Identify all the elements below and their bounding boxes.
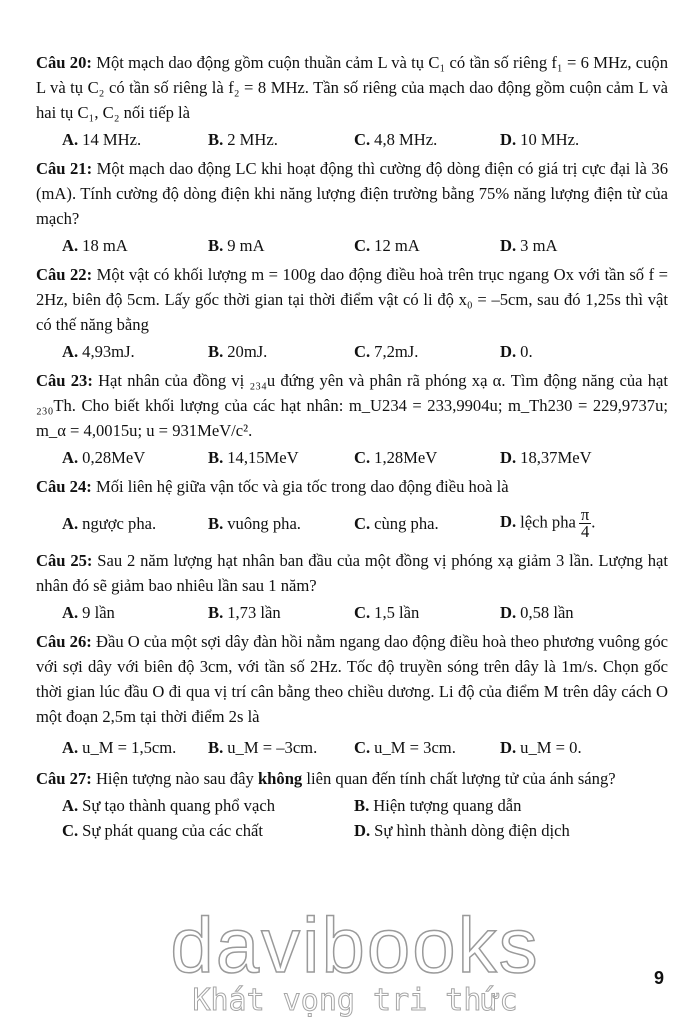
option-c[interactable]: C. 12 mA bbox=[354, 236, 420, 255]
option-d[interactable]: D. u_M = 0. bbox=[500, 738, 582, 757]
watermark-slogan: Khát vọng tri thức bbox=[192, 983, 518, 1018]
option-d[interactable]: D. 3 mA bbox=[500, 236, 558, 255]
options bbox=[36, 445, 668, 470]
question-label: Câu 23: bbox=[36, 371, 93, 390]
option-a[interactable]: A. 18 mA bbox=[62, 236, 128, 255]
option-a[interactable]: A. 4,93mJ. bbox=[62, 342, 135, 361]
option-c[interactable]: C. 7,2mJ. bbox=[354, 342, 419, 361]
watermark-brand: davibooks bbox=[170, 901, 540, 989]
question-23 bbox=[36, 368, 668, 470]
question-stem: Câu 27: Hiện tượng nào sau đây không liên quan đến tính chất lượng tử của ánh sáng? bbox=[36, 769, 616, 788]
options bbox=[36, 793, 668, 843]
option-b[interactable]: B. 9 mA bbox=[208, 236, 265, 255]
question-24 bbox=[36, 474, 668, 540]
question-stem: Câu 20: Một mạch dao động gồm cuộn thuần cảm L và tụ C₁ có tần số riêng f₁ = 6 MHz, cuộn L và tụ C₂ có tần số riêng là f₂ = 8 MHz. Tần số riêng của mạch dao động gồm cuộn cảm L và hai tụ C₁, C₂ nối tiếp là bbox=[36, 53, 669, 122]
option-b[interactable]: B. 20mJ. bbox=[208, 342, 268, 361]
option-d[interactable]: D. Sự hình thành dòng điện dịch bbox=[354, 821, 570, 840]
option-a[interactable]: A. Sự tạo thành quang phổ vạch bbox=[62, 796, 276, 815]
options bbox=[36, 127, 668, 152]
option-a[interactable]: A. u_M = 1,5cm. bbox=[62, 738, 177, 757]
question-label: Câu 21: bbox=[36, 159, 93, 178]
option-b[interactable]: B. u_M = –3cm. bbox=[208, 738, 318, 757]
options bbox=[36, 600, 668, 625]
question-22 bbox=[36, 262, 668, 364]
option-d[interactable]: D. 18,37MeV bbox=[500, 448, 592, 467]
option-d[interactable]: D. 0. bbox=[500, 342, 533, 361]
question-25 bbox=[36, 548, 668, 625]
option-a[interactable]: A. 9 lần bbox=[62, 603, 115, 622]
option-c[interactable]: C. cùng pha. bbox=[354, 514, 439, 533]
option-a[interactable]: A. 14 MHz. bbox=[62, 130, 142, 149]
question-label: Câu 24: bbox=[36, 477, 92, 496]
option-a[interactable]: A. ngược pha. bbox=[62, 514, 157, 533]
options bbox=[36, 507, 668, 540]
options bbox=[36, 233, 668, 258]
question-20 bbox=[36, 50, 668, 152]
question-stem: Câu 22: Một vật có khối lượng m = 100g dao động điều hoà trên trục ngang Ox với tần số f = 2Hz, biên độ 5cm. Lấy gốc thời gian tại thời điểm vật có li độ x₀ = –5cm, sau đó 1,25s thì vật có thế năng bằng bbox=[36, 265, 669, 334]
option-b[interactable]: B. 1,73 lần bbox=[208, 603, 281, 622]
davibooks-watermark bbox=[140, 901, 570, 1018]
exam-page bbox=[36, 50, 668, 847]
option-c[interactable]: C. 4,8 MHz. bbox=[354, 130, 438, 149]
options bbox=[36, 735, 668, 760]
page-number: 9 bbox=[653, 968, 664, 988]
option-b[interactable]: B. 14,15MeV bbox=[208, 448, 299, 467]
pi-over-4-fraction: $\frac{\pi}{4}$ bbox=[580, 505, 590, 541]
option-c[interactable]: C. u_M = 3cm. bbox=[354, 738, 456, 757]
option-b[interactable]: B. Hiện tượng quang dẫn bbox=[354, 796, 522, 815]
question-21 bbox=[36, 156, 668, 258]
options bbox=[36, 339, 668, 364]
option-d[interactable]: D. lệch pha $\frac{\pi}{4}$ . bbox=[500, 505, 596, 541]
question-stem: Câu 24: Mối liên hệ giữa vận tốc và gia tốc trong dao động điều hoà là bbox=[36, 477, 509, 496]
option-d[interactable]: D. 10 MHz. bbox=[500, 130, 580, 149]
question-stem: Câu 25: Sau 2 năm lượng hạt nhân ban đầu của một đồng vị phóng xạ giảm 3 lần. Lượng hạt nhân đó sẽ giảm bao nhiêu lần sau 1 năm? bbox=[36, 551, 668, 595]
question-26 bbox=[36, 629, 668, 760]
question-label: Câu 20: bbox=[36, 53, 92, 72]
option-c[interactable]: C. Sự phát quang của các chất bbox=[62, 821, 263, 840]
option-b[interactable]: B. 2 MHz. bbox=[208, 130, 278, 149]
option-c[interactable]: C. 1,5 lần bbox=[354, 603, 420, 622]
option-d[interactable]: D. 0,58 lần bbox=[500, 603, 574, 622]
question-stem: Câu 23: Hạt nhân của đồng vị ₂₃₄u đứng yên và phân rã phóng xạ α. Tìm động năng của hạt ₂₃₀Th. Cho biết khối lượng của các hạt nhân: m_U234 = 233,9904u; m_Th230 = 229,9737u; m_α = 4,0015u; u = 931MeV/c². bbox=[36, 371, 668, 440]
question-label: Câu 27: bbox=[36, 769, 92, 788]
option-b[interactable]: B. vuông pha. bbox=[208, 514, 301, 533]
question-stem: Câu 26: Đầu O của một sợi dây đàn hồi nằm ngang dao động điều hoà theo phương vuông góc với sợi dây với biên độ 3cm, với tần số 2Hz. Tốc độ truyền sóng trên dây là 1m/s. Chọn gốc thời gian lúc đầu O đi qua vị trí cân bằng theo chiều dương. Li độ của điểm M trên dây cách O một đoạn 2,5m tại thời điểm 2s là bbox=[36, 632, 668, 726]
option-a[interactable]: A. 0,28MeV bbox=[62, 448, 146, 467]
question-label: Câu 25: bbox=[36, 551, 93, 570]
question-27 bbox=[36, 766, 668, 843]
question-label: Câu 26: bbox=[36, 632, 92, 651]
question-label: Câu 22: bbox=[36, 265, 93, 284]
question-stem: Câu 21: Một mạch dao động LC khi hoạt động thì cường độ dòng điện có giá trị cực đại là 36 (mA). Tính cường độ dòng điện khi năng lượng điện trường bằng 75% năng lượng điện từ của mạch? bbox=[36, 159, 668, 228]
option-c[interactable]: C. 1,28MeV bbox=[354, 448, 438, 467]
emphasis-khong: không bbox=[257, 769, 303, 788]
